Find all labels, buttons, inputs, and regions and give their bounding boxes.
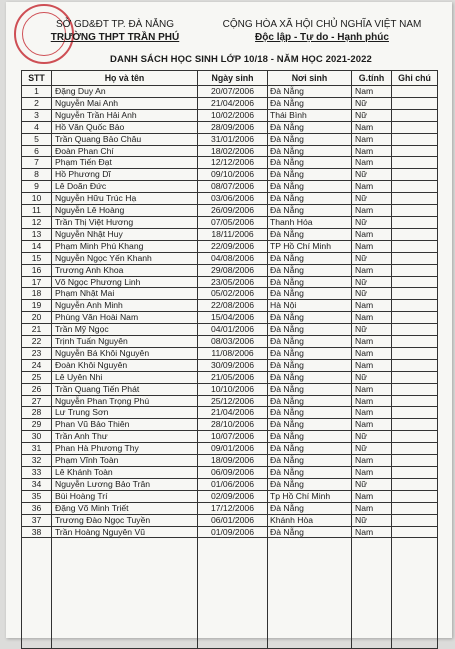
cell-notes xyxy=(392,443,438,455)
table-row xyxy=(22,86,438,98)
cell-notes xyxy=(392,431,438,443)
cell-full-name: Hồ Văn Quốc Bảo xyxy=(52,121,198,133)
cell-stt: 19 xyxy=(22,300,52,312)
cell-notes xyxy=(392,169,438,181)
cell-birth-place: Đà Nẵng xyxy=(268,502,352,514)
cell-birth-place: Đà Nẵng xyxy=(268,324,352,336)
cell-full-name: Nguyễn Anh Minh xyxy=(52,300,198,312)
cell-birth-place: Đà Nẵng xyxy=(268,336,352,348)
table-row xyxy=(22,181,438,193)
cell-stt: 2 xyxy=(22,97,52,109)
cell-birth-date: 22/08/2006 xyxy=(198,300,268,312)
table-row xyxy=(22,264,438,276)
header-notes: Ghi chú xyxy=(392,71,438,86)
table-row xyxy=(22,288,438,300)
cell-full-name: Lê Doãn Đức xyxy=(52,181,198,193)
country-name: CỘNG HÒA XÃ HỘI CHỦ NGHĨA VIỆT NAM xyxy=(222,19,422,30)
cell-gender: Nam xyxy=(352,300,392,312)
cell-birth-place: Đà Nẵng xyxy=(268,264,352,276)
cell-notes xyxy=(392,181,438,193)
header-birth-date: Ngày sinh xyxy=(198,71,268,86)
table-row xyxy=(22,419,438,431)
cell-birth-place: TP Hồ Chí Minh xyxy=(268,240,352,252)
cell-birth-date: 18/09/2006 xyxy=(198,455,268,467)
cell-birth-place: Khánh Hòa xyxy=(268,514,352,526)
cell-birth-date: 26/09/2006 xyxy=(198,205,268,217)
cell-gender: Nam xyxy=(352,467,392,479)
empty-cell xyxy=(52,538,198,649)
national-header xyxy=(212,18,432,44)
cell-stt: 15 xyxy=(22,252,52,264)
cell-gender: Nữ xyxy=(352,443,392,455)
cell-notes xyxy=(392,359,438,371)
table-row xyxy=(22,359,438,371)
cell-gender: Nam xyxy=(352,133,392,145)
cell-full-name: Đoàn Khôi Nguyên xyxy=(52,359,198,371)
cell-notes xyxy=(392,300,438,312)
cell-notes xyxy=(392,526,438,538)
cell-notes xyxy=(392,407,438,419)
cell-full-name: Trần Quang Bảo Châu xyxy=(52,133,198,145)
table-row xyxy=(22,97,438,109)
cell-notes xyxy=(392,205,438,217)
cell-gender: Nữ xyxy=(352,514,392,526)
cell-full-name: Nguyễn Bá Khôi Nguyên xyxy=(52,347,198,359)
cell-birth-place: Đà Nẵng xyxy=(268,395,352,407)
cell-notes xyxy=(392,228,438,240)
table-row xyxy=(22,216,438,228)
cell-birth-place: Đà Nẵng xyxy=(268,312,352,324)
cell-birth-place: Đà Nẵng xyxy=(268,86,352,98)
cell-gender: Nữ xyxy=(352,431,392,443)
cell-birth-date: 10/07/2006 xyxy=(198,431,268,443)
cell-birth-date: 23/05/2006 xyxy=(198,276,268,288)
cell-birth-date: 29/08/2006 xyxy=(198,264,268,276)
cell-birth-place: Đà Nẵng xyxy=(268,169,352,181)
cell-full-name: Nguyễn Phan Trọng Phú xyxy=(52,395,198,407)
cell-birth-place: Đà Nẵng xyxy=(268,371,352,383)
table-row xyxy=(22,526,438,538)
cell-full-name: Phạm Vĩnh Toàn xyxy=(52,455,198,467)
cell-gender: Nữ xyxy=(352,288,392,300)
cell-notes xyxy=(392,383,438,395)
cell-gender: Nam xyxy=(352,86,392,98)
cell-stt: 35 xyxy=(22,490,52,502)
cell-stt: 20 xyxy=(22,312,52,324)
cell-birth-place: Đà Nẵng xyxy=(268,431,352,443)
cell-full-name: Nguyễn Trần Hải Anh xyxy=(52,109,198,121)
cell-notes xyxy=(392,216,438,228)
table-row xyxy=(22,205,438,217)
table-row xyxy=(22,467,438,479)
cell-stt: 13 xyxy=(22,228,52,240)
cell-birth-place: Hà Nội xyxy=(268,300,352,312)
cell-birth-date: 15/04/2006 xyxy=(198,312,268,324)
cell-stt: 7 xyxy=(22,157,52,169)
cell-birth-place: Đà Nẵng xyxy=(268,157,352,169)
cell-full-name: Lê Uyên Nhi xyxy=(52,371,198,383)
cell-stt: 14 xyxy=(22,240,52,252)
cell-birth-date: 20/07/2006 xyxy=(198,86,268,98)
table-row xyxy=(22,336,438,348)
table-row xyxy=(22,371,438,383)
cell-gender: Nam xyxy=(352,502,392,514)
cell-stt: 24 xyxy=(22,359,52,371)
table-row xyxy=(22,240,438,252)
table-row xyxy=(22,276,438,288)
cell-birth-date: 31/01/2006 xyxy=(198,133,268,145)
cell-full-name: Nguyễn Nhật Huy xyxy=(52,228,198,240)
cell-gender: Nữ xyxy=(352,324,392,336)
cell-birth-place: Đà Nẵng xyxy=(268,288,352,300)
cell-gender: Nam xyxy=(352,347,392,359)
cell-stt: 28 xyxy=(22,407,52,419)
header-full-name: Họ và tên xyxy=(52,71,198,86)
table-header-row xyxy=(22,71,438,86)
cell-gender: Nam xyxy=(352,264,392,276)
cell-birth-place: Đà Nẵng xyxy=(268,467,352,479)
cell-birth-date: 28/09/2006 xyxy=(198,121,268,133)
cell-notes xyxy=(392,514,438,526)
table-row xyxy=(22,252,438,264)
cell-full-name: Nguyễn Lương Bảo Trân xyxy=(52,478,198,490)
cell-birth-date: 03/06/2006 xyxy=(198,193,268,205)
cell-stt: 26 xyxy=(22,383,52,395)
table-row xyxy=(22,347,438,359)
cell-stt: 17 xyxy=(22,276,52,288)
cell-gender: Nữ xyxy=(352,216,392,228)
cell-gender: Nam xyxy=(352,490,392,502)
cell-gender: Nam xyxy=(352,359,392,371)
header-stt: STT xyxy=(22,71,52,86)
cell-notes xyxy=(392,467,438,479)
cell-gender: Nam xyxy=(352,526,392,538)
cell-birth-place: Đà Nẵng xyxy=(268,443,352,455)
cell-birth-date: 30/09/2006 xyxy=(198,359,268,371)
cell-gender: Nữ xyxy=(352,193,392,205)
cell-stt: 16 xyxy=(22,264,52,276)
cell-stt: 38 xyxy=(22,526,52,538)
cell-birth-date: 09/01/2006 xyxy=(198,443,268,455)
cell-notes xyxy=(392,478,438,490)
cell-notes xyxy=(392,371,438,383)
cell-birth-place: Đà Nẵng xyxy=(268,97,352,109)
cell-stt: 8 xyxy=(22,169,52,181)
cell-stt: 22 xyxy=(22,336,52,348)
cell-full-name: Trần Hoàng Nguyên Vũ xyxy=(52,526,198,538)
cell-full-name: Phan Vũ Bảo Thiên xyxy=(52,419,198,431)
cell-birth-date: 10/02/2006 xyxy=(198,109,268,121)
cell-stt: 5 xyxy=(22,133,52,145)
cell-birth-place: Thanh Hóa xyxy=(268,216,352,228)
cell-stt: 33 xyxy=(22,467,52,479)
cell-birth-date: 11/08/2006 xyxy=(198,347,268,359)
cell-birth-date: 17/12/2006 xyxy=(198,502,268,514)
cell-full-name: Nguyễn Hữu Trúc Hạ xyxy=(52,193,198,205)
cell-gender: Nữ xyxy=(352,97,392,109)
document-title: DANH SÁCH HỌC SINH LỚP 10/18 - NĂM HỌC 2021-2022 xyxy=(110,54,372,65)
cell-gender: Nam xyxy=(352,121,392,133)
cell-stt: 31 xyxy=(22,443,52,455)
cell-birth-date: 07/05/2006 xyxy=(198,216,268,228)
cell-full-name: Nguyễn Mai Anh xyxy=(52,97,198,109)
cell-birth-place: Đà Nẵng xyxy=(268,383,352,395)
cell-stt: 18 xyxy=(22,288,52,300)
cell-full-name: Hồ Phương Dĩ xyxy=(52,169,198,181)
cell-birth-date: 22/09/2006 xyxy=(198,240,268,252)
cell-notes xyxy=(392,86,438,98)
cell-stt: 21 xyxy=(22,324,52,336)
cell-full-name: Lê Khánh Toàn xyxy=(52,467,198,479)
cell-stt: 10 xyxy=(22,193,52,205)
cell-birth-date: 25/12/2006 xyxy=(198,395,268,407)
cell-stt: 37 xyxy=(22,514,52,526)
cell-stt: 34 xyxy=(22,478,52,490)
table-row xyxy=(22,121,438,133)
cell-full-name: Trịnh Tuấn Nguyên xyxy=(52,336,198,348)
cell-gender: Nữ xyxy=(352,478,392,490)
cell-full-name: Phan Hà Phương Thy xyxy=(52,443,198,455)
cell-stt: 1 xyxy=(22,86,52,98)
cell-birth-place: Đà Nẵng xyxy=(268,145,352,157)
cell-notes xyxy=(392,121,438,133)
cell-full-name: Đặng Võ Minh Triết xyxy=(52,502,198,514)
cell-birth-place: Đà Nẵng xyxy=(268,133,352,145)
cell-notes xyxy=(392,455,438,467)
cell-gender: Nam xyxy=(352,145,392,157)
table-body xyxy=(22,86,438,649)
cell-full-name: Phạm Tiến Đạt xyxy=(52,157,198,169)
school-name: TRƯỜNG THPT TRẦN PHÚ xyxy=(50,32,180,43)
header-birth-place: Nơi sinh xyxy=(268,71,352,86)
cell-stt: 11 xyxy=(22,205,52,217)
table-row xyxy=(22,478,438,490)
cell-gender: Nam xyxy=(352,240,392,252)
cell-gender: Nam xyxy=(352,205,392,217)
cell-stt: 4 xyxy=(22,121,52,133)
cell-gender: Nam xyxy=(352,383,392,395)
cell-full-name: Trần Quang Tiến Phát xyxy=(52,383,198,395)
cell-notes xyxy=(392,240,438,252)
cell-birth-place: Đà Nẵng xyxy=(268,419,352,431)
cell-full-name: Đoàn Phan Chí xyxy=(52,145,198,157)
cell-notes xyxy=(392,312,438,324)
cell-notes xyxy=(392,193,438,205)
cell-gender: Nam xyxy=(352,407,392,419)
cell-gender: Nam xyxy=(352,312,392,324)
cell-birth-date: 10/10/2006 xyxy=(198,383,268,395)
cell-gender: Nữ xyxy=(352,252,392,264)
cell-birth-place: Đà Nẵng xyxy=(268,455,352,467)
table-row xyxy=(22,109,438,121)
cell-birth-date: 18/02/2006 xyxy=(198,145,268,157)
cell-gender: Nam xyxy=(352,181,392,193)
cell-birth-place: Đà Nẵng xyxy=(268,276,352,288)
cell-full-name: Nguyễn Lê Hoàng xyxy=(52,205,198,217)
table-row xyxy=(22,395,438,407)
cell-birth-date: 05/02/2006 xyxy=(198,288,268,300)
empty-cell xyxy=(352,538,392,649)
cell-stt: 30 xyxy=(22,431,52,443)
table-row xyxy=(22,133,438,145)
table-row xyxy=(22,145,438,157)
table-row xyxy=(22,169,438,181)
cell-birth-date: 21/04/2006 xyxy=(198,407,268,419)
cell-gender: Nam xyxy=(352,455,392,467)
cell-birth-date: 04/08/2006 xyxy=(198,252,268,264)
table-row xyxy=(22,443,438,455)
table-row xyxy=(22,502,438,514)
cell-birth-date: 06/09/2006 xyxy=(198,467,268,479)
cell-birth-place: Đà Nẵng xyxy=(268,193,352,205)
cell-gender: Nam xyxy=(352,395,392,407)
cell-birth-place: Đà Nẵng xyxy=(268,121,352,133)
cell-stt: 36 xyxy=(22,502,52,514)
table-row xyxy=(22,383,438,395)
national-motto: Độc lập - Tự do - Hạnh phúc xyxy=(255,32,389,43)
cell-notes xyxy=(392,252,438,264)
cell-birth-date: 06/01/2006 xyxy=(198,514,268,526)
table-row xyxy=(22,431,438,443)
table-row xyxy=(22,455,438,467)
cell-full-name: Nguyễn Ngọc Yến Khanh xyxy=(52,252,198,264)
cell-notes xyxy=(392,419,438,431)
cell-gender: Nam xyxy=(352,157,392,169)
empty-cell xyxy=(392,538,438,649)
table-row xyxy=(22,193,438,205)
cell-gender: Nam xyxy=(352,228,392,240)
cell-birth-date: 28/10/2006 xyxy=(198,419,268,431)
cell-full-name: Phạm Nhật Mai xyxy=(52,288,198,300)
cell-notes xyxy=(392,324,438,336)
header-gender: G.tính xyxy=(352,71,392,86)
table-row xyxy=(22,490,438,502)
cell-full-name: Đặng Duy An xyxy=(52,86,198,98)
cell-birth-date: 01/09/2006 xyxy=(198,526,268,538)
cell-notes xyxy=(392,288,438,300)
cell-birth-date: 21/04/2006 xyxy=(198,97,268,109)
cell-birth-place: Đà Nẵng xyxy=(268,205,352,217)
cell-birth-place: Đà Nẵng xyxy=(268,228,352,240)
cell-notes xyxy=(392,264,438,276)
cell-stt: 9 xyxy=(22,181,52,193)
cell-stt: 29 xyxy=(22,419,52,431)
school-header xyxy=(40,18,190,44)
cell-birth-date: 09/10/2006 xyxy=(198,169,268,181)
cell-notes xyxy=(392,97,438,109)
cell-full-name: Phạm Minh Phú Khang xyxy=(52,240,198,252)
cell-birth-date: 01/06/2006 xyxy=(198,478,268,490)
cell-birth-place: Tp Hồ Chí Minh xyxy=(268,490,352,502)
department-name: SỞ GD&ĐT TP. ĐÀ NẴNG xyxy=(55,19,175,30)
cell-notes xyxy=(392,109,438,121)
table-row xyxy=(22,312,438,324)
cell-stt: 23 xyxy=(22,347,52,359)
empty-table-space xyxy=(22,538,438,649)
table-row xyxy=(22,324,438,336)
cell-notes xyxy=(392,133,438,145)
cell-full-name: Trương Anh Khoa xyxy=(52,264,198,276)
cell-notes xyxy=(392,276,438,288)
table-row xyxy=(22,228,438,240)
cell-stt: 3 xyxy=(22,109,52,121)
cell-notes xyxy=(392,490,438,502)
cell-gender: Nữ xyxy=(352,276,392,288)
cell-full-name: Trần Thị Việt Hương xyxy=(52,216,198,228)
cell-notes xyxy=(392,145,438,157)
cell-stt: 25 xyxy=(22,371,52,383)
cell-full-name: Võ Ngọc Phương Linh xyxy=(52,276,198,288)
table-row xyxy=(22,300,438,312)
cell-full-name: Phùng Văn Hoài Nam xyxy=(52,312,198,324)
cell-full-name: Trần Anh Thư xyxy=(52,431,198,443)
cell-birth-date: 08/03/2006 xyxy=(198,336,268,348)
cell-birth-place: Đà Nẵng xyxy=(268,407,352,419)
cell-birth-date: 21/05/2006 xyxy=(198,371,268,383)
cell-stt: 27 xyxy=(22,395,52,407)
empty-cell xyxy=(268,538,352,649)
cell-notes xyxy=(392,502,438,514)
cell-gender: Nam xyxy=(352,336,392,348)
table-row xyxy=(22,407,438,419)
cell-birth-place: Đà Nẵng xyxy=(268,347,352,359)
cell-birth-date: 18/11/2006 xyxy=(198,228,268,240)
empty-cell xyxy=(198,538,268,649)
cell-stt: 12 xyxy=(22,216,52,228)
cell-notes xyxy=(392,347,438,359)
cell-birth-place: Đà Nẵng xyxy=(268,478,352,490)
cell-notes xyxy=(392,395,438,407)
cell-birth-place: Thái Bình xyxy=(268,109,352,121)
cell-birth-date: 08/07/2006 xyxy=(198,181,268,193)
cell-gender: Nữ xyxy=(352,371,392,383)
empty-cell xyxy=(22,538,52,649)
cell-full-name: Bùi Hoàng Trí xyxy=(52,490,198,502)
cell-notes xyxy=(392,336,438,348)
cell-birth-place: Đà Nẵng xyxy=(268,526,352,538)
cell-full-name: Trần Mỹ Ngọc xyxy=(52,324,198,336)
cell-gender: Nữ xyxy=(352,169,392,181)
cell-full-name: Lư Trung Sơn xyxy=(52,407,198,419)
cell-birth-date: 02/09/2006 xyxy=(198,490,268,502)
cell-full-name: Trương Đào Ngọc Tuyền xyxy=(52,514,198,526)
cell-gender: Nam xyxy=(352,419,392,431)
cell-birth-place: Đà Nẵng xyxy=(268,181,352,193)
cell-birth-date: 04/01/2006 xyxy=(198,324,268,336)
cell-birth-date: 12/12/2006 xyxy=(198,157,268,169)
table-row xyxy=(22,514,438,526)
cell-stt: 32 xyxy=(22,455,52,467)
student-list-table xyxy=(21,70,438,649)
cell-gender: Nữ xyxy=(352,109,392,121)
cell-notes xyxy=(392,157,438,169)
table-row xyxy=(22,157,438,169)
cell-birth-place: Đà Nẵng xyxy=(268,359,352,371)
cell-birth-place: Đà Nẵng xyxy=(268,252,352,264)
cell-stt: 6 xyxy=(22,145,52,157)
